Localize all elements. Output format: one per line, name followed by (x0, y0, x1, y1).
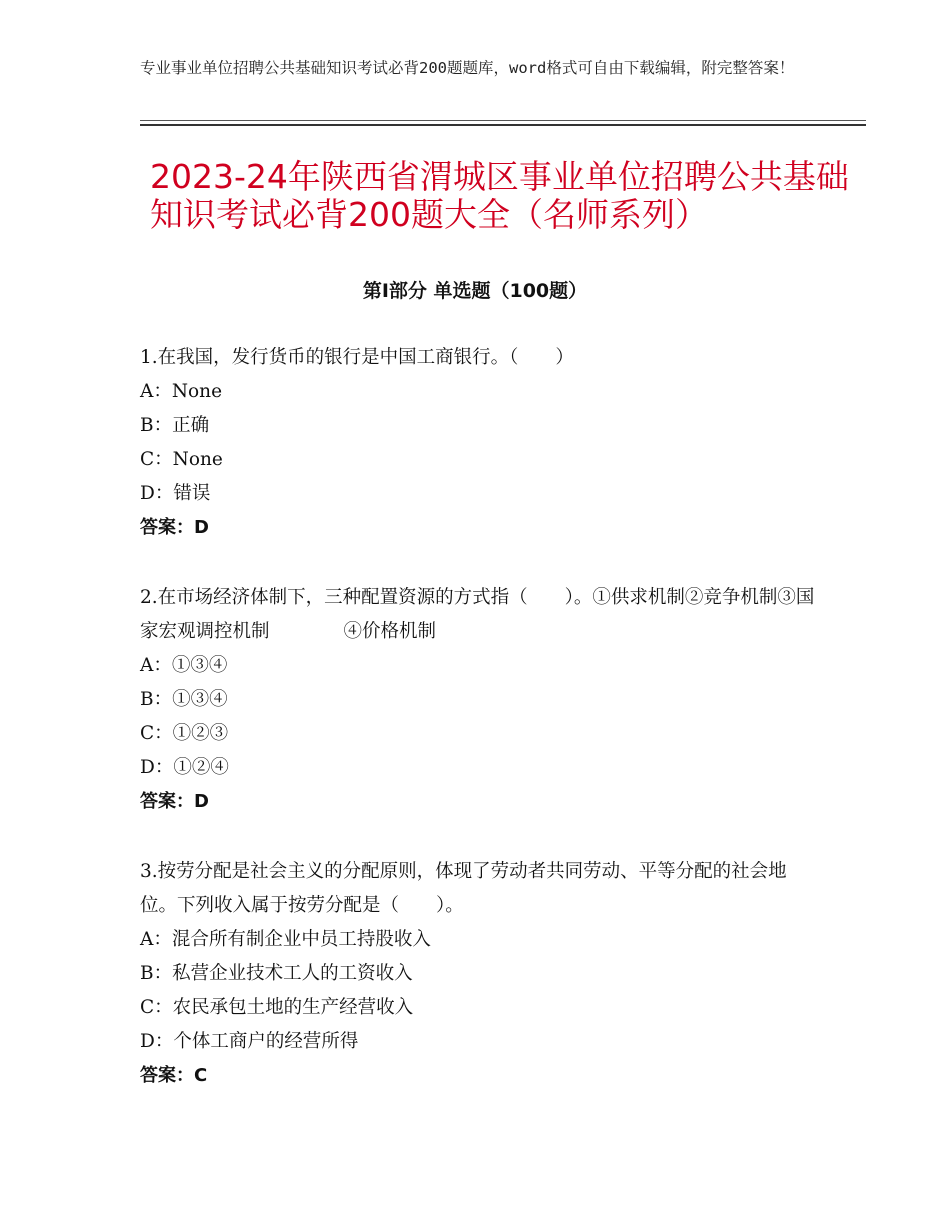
option-c: C：①②③ (140, 723, 229, 744)
option-c: C：None (140, 449, 223, 470)
question-stem: 1.在我国，发行货币的银行是中国工商银行。（ ） (140, 347, 574, 368)
question-stem: 3.按劳分配是社会主义的分配原则，体现了劳动者共同劳动、平等分配的社会地位。下列收入属于按劳分配是（ ）。 (140, 861, 787, 916)
option-a: A：None (140, 381, 223, 402)
option-b: B：正确 (140, 415, 210, 436)
option-b: B：私营企业技术工人的工资收入 (140, 963, 413, 984)
answer-label: 答案：D (140, 791, 209, 812)
option-a: A：混合所有制企业中员工持股收入 (140, 929, 431, 950)
section-heading: 第Ⅰ部分 单选题（100题） (362, 280, 588, 302)
option-d: D：①②④ (140, 757, 229, 778)
header-divider-thick (140, 124, 866, 126)
header-divider-thin (140, 120, 866, 121)
option-d: D：错误 (140, 483, 211, 504)
option-b: B：①③④ (140, 689, 228, 710)
answer-label: 答案：D (140, 517, 209, 538)
question-item (140, 855, 820, 1093)
header-note: 专业事业单位招聘公共基础知识考试必背200题题库，word格式可自由下载编辑，附完整答案！ (140, 59, 795, 77)
option-a: A：①③④ (140, 655, 228, 676)
option-d: D：个体工商户的经营所得 (140, 1031, 359, 1052)
answer-label: 答案：C (140, 1065, 208, 1086)
question-stem: 2.在市场经济体制下，三种配置资源的方式指（ ）。①供求机制②竞争机制③国家宏观调控机制 ④价格机制 (140, 587, 815, 642)
document-title: 2023-24年陕西省渭城区事业单位招聘公共基础知识考试必背200题大全（名师系列） (150, 157, 849, 234)
question-item (140, 341, 820, 545)
question-item (140, 581, 820, 819)
option-c: C：农民承包土地的生产经营收入 (140, 997, 414, 1018)
